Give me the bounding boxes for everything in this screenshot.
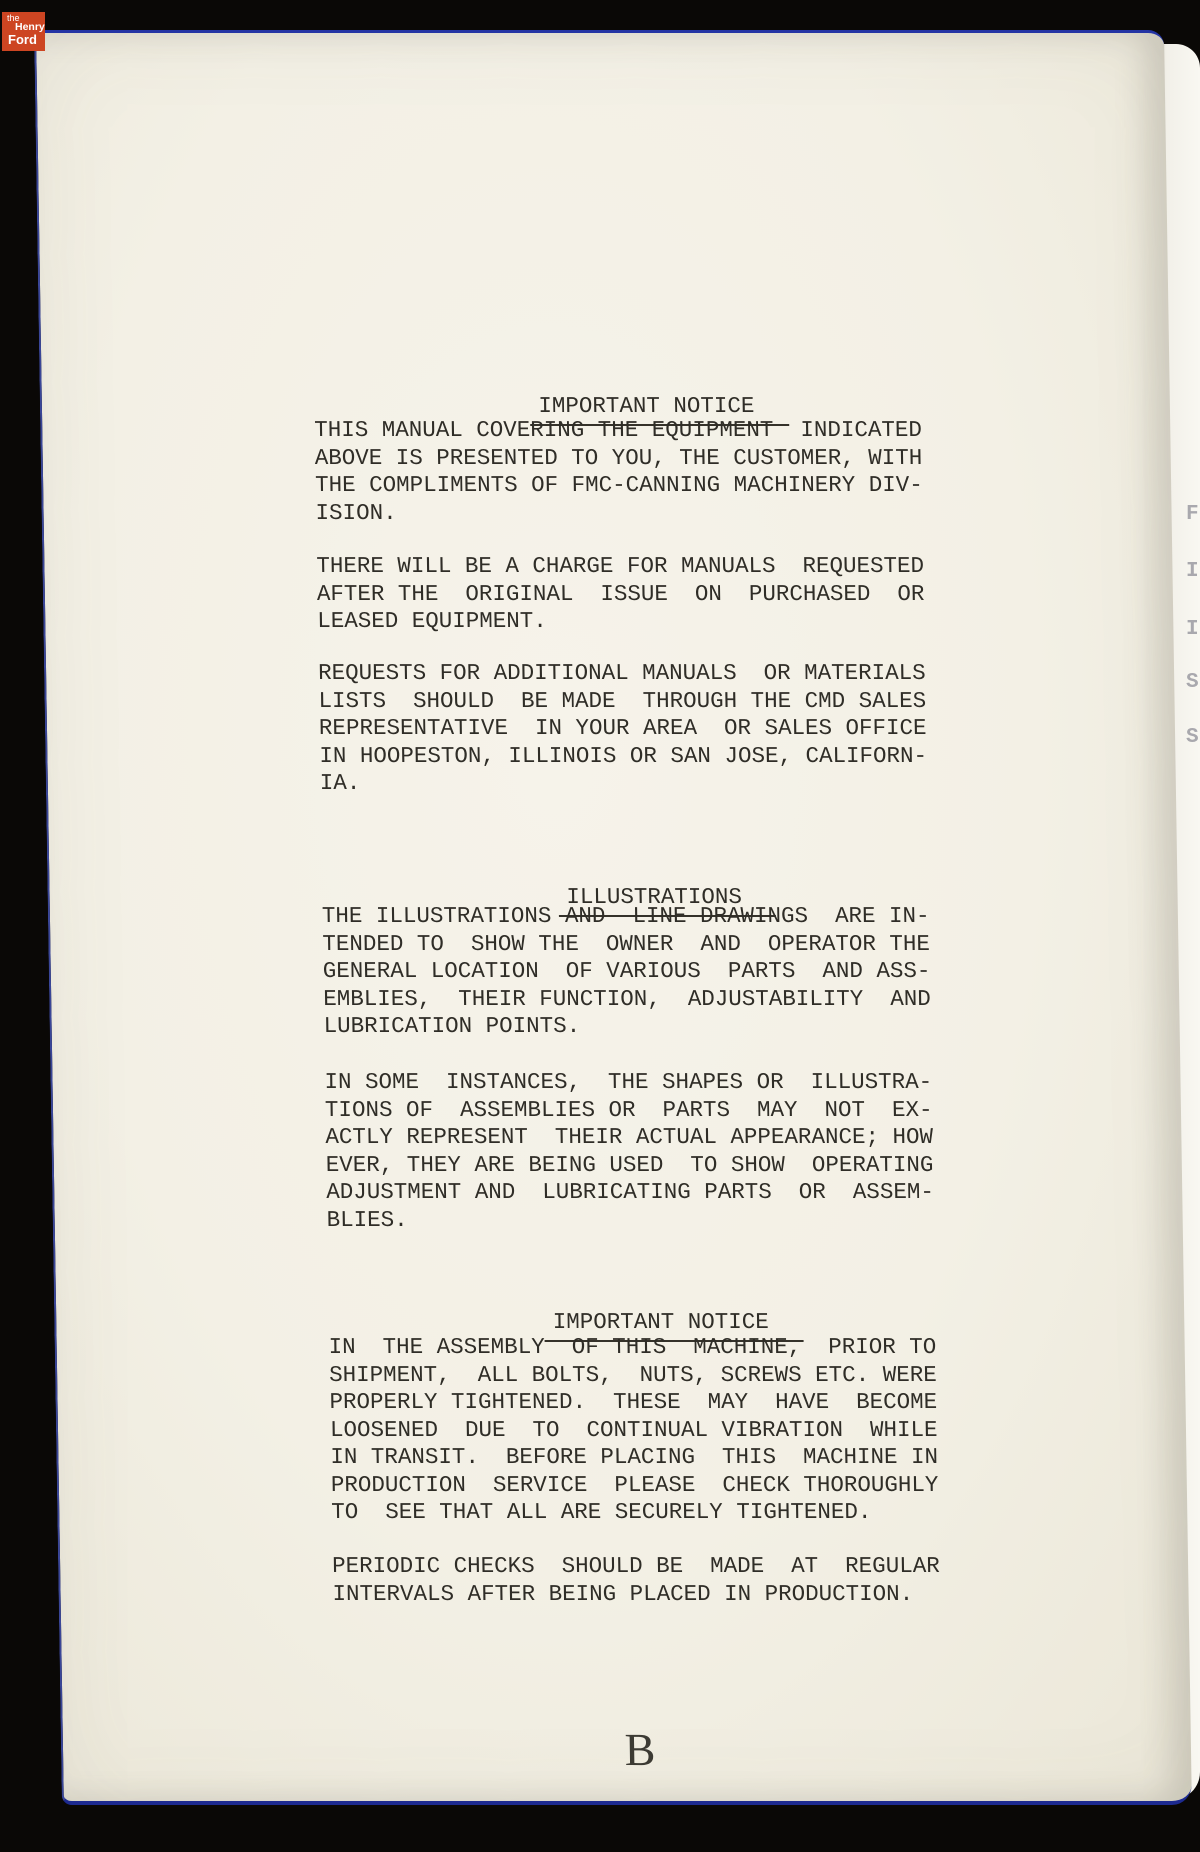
watermark-the: the [7, 13, 20, 23]
paragraph-manual-compliments: THIS MANUAL COVERING THE EQUIPMENT INDICATED ABOVE IS PRESENTED TO YOU, THE CUSTOMER, WITH THE COMPLIMENTS OF FMC-CANNING MACHINERY DIV- ISION. [314, 417, 923, 526]
paragraph-manual-requests: REQUESTS FOR ADDITIONAL MANUALS OR MATERIALS LISTS SHOULD BE MADE THROUGH THE CMD SALES REPRESENTATIVE IN YOUR AREA OR SALES OFFICE IN HOOPESTON, ILLINOIS OR SAN JOSE, CALIFORN- IA. [317, 660, 928, 796]
bleed-glyph: S [1186, 671, 1199, 694]
paragraph-illustrations-purpose: THE ILLUSTRATIONS AND LINE DRAWINGS ARE IN- TENDED TO SHOW THE OWNER AND OPERATOR THE GENERAL LOCATION OF VARIOUS PARTS AND ASS- EMBLIES, THEIR FUNCTION, ADJUSTABILITY AND LUBRICATION POINTS. [321, 903, 932, 1039]
paragraph-manual-charge: THERE WILL BE A CHARGE FOR MANUALS REQUESTED AFTER THE ORIGINAL ISSUE ON PURCHASED OR LEASED EQUIPMENT. [316, 553, 925, 634]
bleed-glyph: I [1186, 560, 1199, 583]
watermark-henry: Henry [15, 21, 45, 33]
bleed-glyph: I [1186, 618, 1199, 641]
watermark-ford: Ford [8, 32, 37, 47]
heading-text: IMPORTANT NOTICE [545, 1309, 804, 1343]
manual-page [34, 30, 1192, 1805]
paragraph-assembly-tightened: IN THE ASSEMBLY OF THIS MACHINE, PRIOR TO SHIPMENT, ALL BOLTS, NUTS, SCREWS ETC. WERE PROPERLY TIGHTENED. THESE MAY HAVE BECOME LOOSENED DUE TO CONTINUAL VIBRATION WHILE IN TRANSIT. BEFORE PLACING THIS MACHINE IN PRODUCTION SERVICE PLEASE CHECK THOROUGHLY TO SEE THAT ALL ARE SECURELY TIGHTENED. [328, 1334, 939, 1525]
henry-ford-watermark [2, 12, 45, 51]
page-letter: B [624, 1724, 656, 1775]
bleed-glyph: S [1186, 726, 1199, 749]
bleed-glyph: F [1186, 503, 1199, 526]
paragraph-illustrations-accuracy: IN SOME INSTANCES, THE SHAPES OR ILLUSTRA- TIONS OF ASSEMBLIES OR PARTS MAY NOT EX- ACTLY REPRESENT THEIR ACTUAL APPEARANCE; HOW EVER, THEY ARE BEING USED TO SHOW OPERATING ADJUSTMENT AND LUBRICATING PARTS OR ASSEM- BLIES. [324, 1069, 935, 1233]
heading-text: ILLUSTRATIONS [558, 884, 776, 918]
paragraph-periodic-checks: PERIODIC CHECKS SHOULD BE MADE AT REGULAR INTERVALS AFTER BEING PLACED IN PRODUCTION. [331, 1553, 940, 1607]
heading-text: IMPORTANT NOTICE [530, 393, 789, 427]
